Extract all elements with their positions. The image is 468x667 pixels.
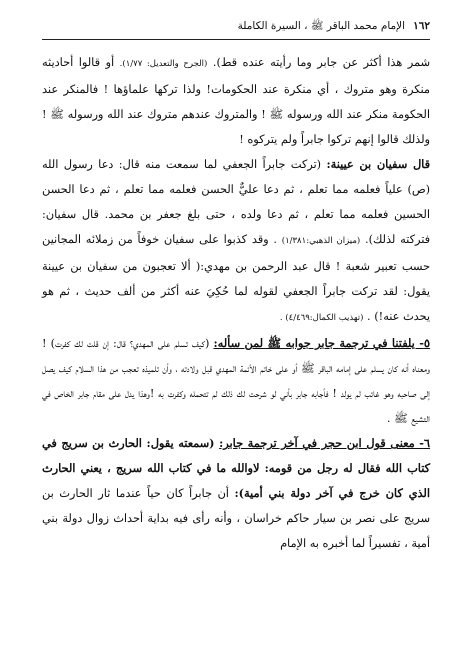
text-span: (تركت جابراً الجعفي لما سمعت منه قال: دعا رسول الله (ص) علياً فعلمه مما تعلم ، ثم دعا عليٌّ الحسن فعلمه مما تعلم ، ثم دعا الحسن الحسين فعلمه مما تعلم ، ثم دعا ولده ، حتى بلغ جعفر بن محمد. قال سفيان: فتركته لذلك). — [42, 158, 430, 246]
page-number: ١٦٢ — [413, 20, 430, 32]
paragraph-4 — [42, 431, 430, 556]
document-page — [42, 20, 430, 556]
text-span: شمر هذا أكثر عن جابر وما رأيته عنده قط). — [207, 56, 430, 69]
text-span: أو قالوا أحاديثه منكرة وهو متروك ، أي منكرة عند الحكومات! ولذا تركها علماؤها ! فالمنكر عند الحكومة منكر عند الله ورسوله ﷺ ! والمتروك عندهم متروك عند الله ورسوله ﷺ ! ولذلك قالوا إنهم تركوا جابراً ولم يتركوه ! — [42, 56, 430, 146]
page-header — [42, 20, 430, 40]
text-span: أن جابراً كان حياً عندما ثار الحارث بن سريج على نصر بن سيار حاكم خراسان ، وأنه رأى فيه بداية أحداث زوال دولة بني أمية ، تفسيراً لما أخبره به الإمام — [42, 487, 430, 550]
text-span: . وقد كذبوا على سفيان خوفاً من زملائه المجانين حسب تعبير شعبة ! قال عبد الرحمن بن مهدي:( ألا تعجبون من سفيان بن عيينة يقول: لقد تركت جابراً الجعفي لقوله لما حُكِيَ عنه أكثر من ألف حديث ، ثم هو يحدث عنه!) . — [42, 233, 430, 323]
text-span: (سمعته يقول: الحارث بن سريج في كتاب الله فقال له رجل من قومه: لاوالله ما في كتاب الله سريج ، يعني الحارث الذي كان خرج في آخر دولة بني أمية): — [42, 436, 430, 500]
text-span: قال سفيان بن عيينة: — [326, 157, 430, 171]
document-body — [42, 50, 430, 556]
paragraph-3 — [42, 331, 430, 431]
text-span: (كيف تسلم على المهدي؟ قال: إن قلت لك كفرت) ! ومعناه أنه كان يسلم على إمامه الباقر ﷺ أو على خاتم الأئمة المهدي قبل ولادته ، وأن تلميذه تعجب من هذا السلام كيف يصل إلى صاحبه وهو غائب لم يولد ! فأجابه جابر بأني لو شرحت لك ذلك لم تتحمله وكفرت به !وهذا يدل على مقام جابر الخاص في التشيع ﷺ . — [42, 337, 430, 425]
text-span: ٦- معنى قول ابن حجر في آخر ترجمة جابر: — [219, 436, 430, 450]
paragraph-1 — [42, 50, 430, 152]
text-span: ٥- يلفتنا في ترجمة جابر جوابه ﷺ لمن سأله: — [213, 336, 430, 350]
citation: (تهذيب الكمال:٤/٤٦٩) . — [279, 313, 364, 323]
running-title: الإمام محمد الباقر ﷺ ، السيرة الكاملة — [237, 20, 406, 32]
paragraph-2 — [42, 152, 430, 331]
citation: (الجرح والتعديل: ١/٧٧). — [119, 59, 208, 69]
citation: (ميزان الذهبي:١/٣٨١) — [281, 236, 361, 246]
